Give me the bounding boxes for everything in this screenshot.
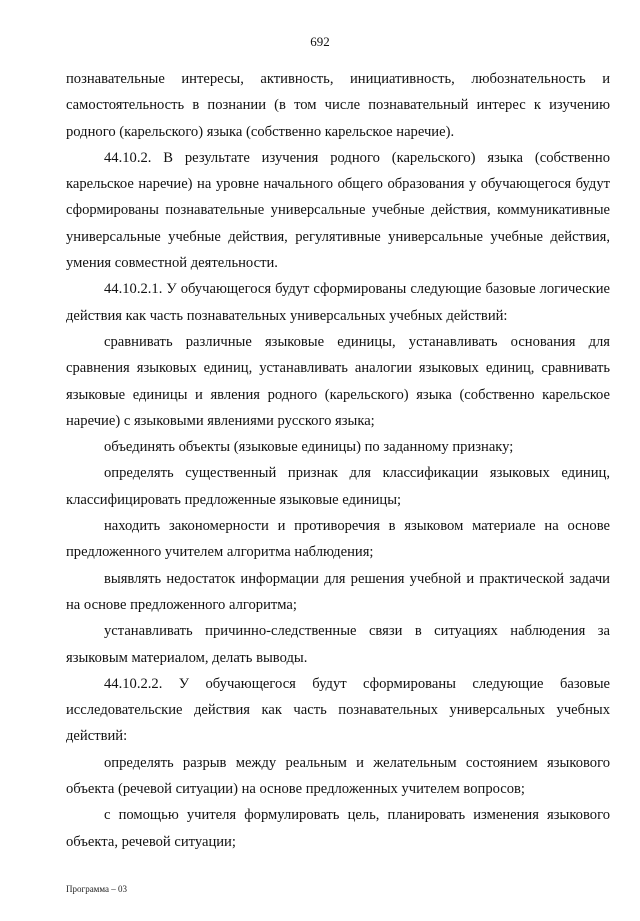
list-item: объединять объекты (языковые единицы) по заданному признаку; [104,439,514,456]
footer-note: Программа – 03 [66,884,128,894]
list-item: с помощью учителя формулировать цель, планировать изменения языкового объекта, речевой ситуации; [66,807,610,850]
paragraph: 44.10.2. В результате изучения родного (карельского) языка (собственно карельское наречие) на уровне начального общего образования у обучающегося будут сформированы познавательные универсальные учебные действия, коммуникативные универсальные учебные действия, регулятивные универсальные учебные действия, умения совместной деятельности. [66,149,610,272]
document-body [66,66,610,855]
list-item: определять существенный признак для классификации языковых единиц, классифицировать предложенные языковые единицы; [66,465,610,508]
list-item: находить закономерности и противоречия в языковом материале на основе предложенного учителем алгоритма наблюдения; [66,518,610,561]
list-item: выявлять недостаток информации для решения учебной и практической задачи на основе предложенного алгоритма; [66,570,610,613]
paragraph: 44.10.2.1. У обучающегося будут сформированы следующие базовые логические действия как часть познавательных универсальных учебных действий: [66,281,610,324]
list-item: определять разрыв между реальным и желательным состоянием языкового объекта (речевой ситуации) на основе предложенных учителем вопросов; [66,754,610,798]
paragraph: 44.10.2.2. У обучающегося будут сформированы следующие базовые исследовательские действия как часть познавательных универсальных учебных действий: [66,675,610,745]
paragraph: познавательные интересы, активность, инициативность, любознательность и самостоятельность в познании (в том числе познавательный интерес к изучению родного (карельского) языка (собственно карельское наречие). [66,71,610,140]
list-item: устанавливать причинно-следственные связи в ситуациях наблюдения за языковым материалом, делать выводы. [66,623,610,666]
list-item: сравнивать различные языковые единицы, устанавливать основания для сравнения языковых единиц, устанавливать аналогии языковых единиц, сравнивать языковые единицы и явления родного (карельского) языка (собственно карельское наречие) с языковыми явлениями русского языка; [66,333,610,429]
page-number: 692 [310,34,330,49]
